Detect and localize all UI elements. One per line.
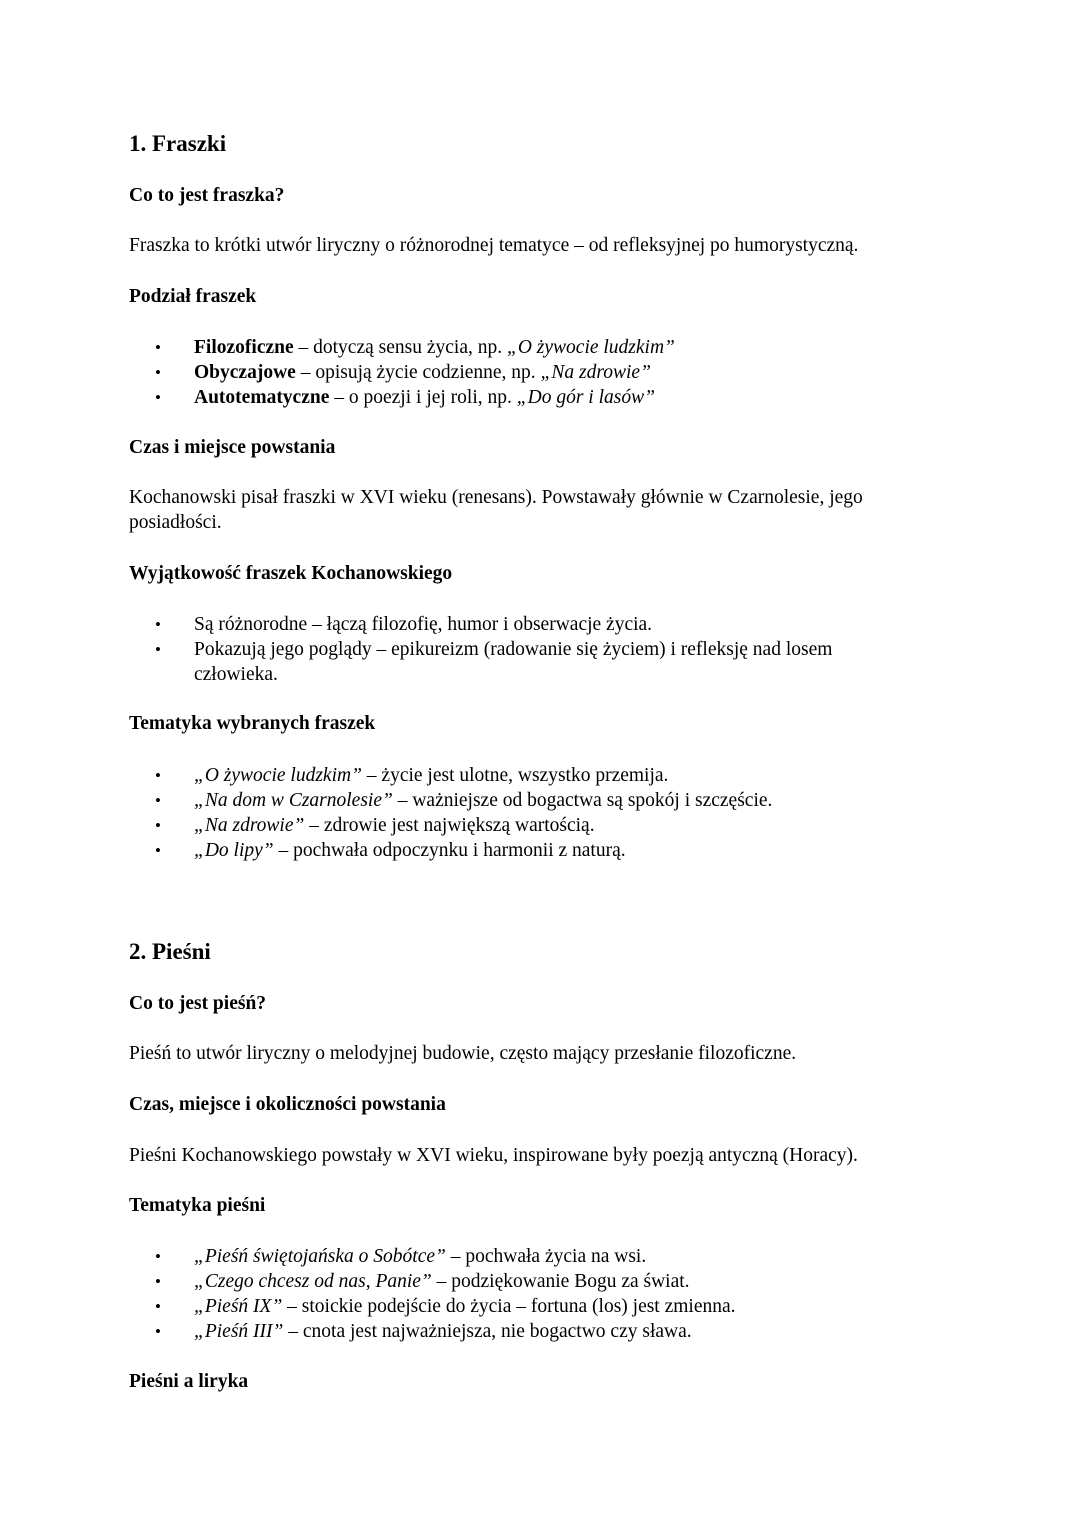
bullet-icon: • — [155, 816, 161, 835]
example-title: „Na zdrowie” — [540, 362, 651, 383]
piesn-definition: Pieśń to utwór liryczny o melodyjnej budowie, często mający przesłanie filozoficzne. — [129, 1043, 797, 1064]
bullet-icon: • — [155, 640, 161, 659]
work-title: „Na dom w Czarnolesie” — [194, 790, 393, 811]
term: Obyczajowe — [194, 362, 296, 383]
list-item — [129, 385, 954, 410]
heading-piesni-themes: Tematyka pieśni — [129, 1195, 266, 1216]
item-text: – ważniejsze od bogactwa są spokój i szczęście. — [392, 790, 773, 811]
bullet-icon: • — [155, 766, 161, 785]
list-item — [129, 838, 954, 863]
fraszka-definition: Fraszka to krótki utwór liryczny o różnorodnej tematyce – od refleksyjnej po humorystyczną. — [129, 235, 859, 256]
item-text: – pochwała życia na wsi. — [445, 1246, 647, 1267]
bullet-icon: • — [155, 1247, 161, 1266]
themes-list — [129, 763, 954, 863]
bullet-icon: • — [155, 363, 161, 382]
heading-division: Podział fraszek — [129, 286, 257, 307]
item-text: – zdrowie jest największą wartością. — [304, 815, 595, 836]
list-item — [129, 1319, 954, 1344]
item-text: – opisują życie codzienne, np. — [295, 362, 541, 383]
example-title: „O żywocie ludzkim” — [506, 337, 675, 358]
list-item — [129, 612, 954, 637]
bullet-icon: • — [155, 841, 161, 860]
item-text: – życie jest ulotne, wszystko przemija. — [361, 765, 669, 786]
item-text: – stoickie podejście do życia – fortuna (los) jest zmienna. — [282, 1296, 736, 1317]
list-item — [129, 1269, 954, 1294]
list-item — [129, 335, 954, 360]
term: Autotematyczne — [194, 387, 330, 408]
bullet-icon: • — [155, 338, 161, 357]
uniqueness-list — [129, 612, 954, 687]
division-list — [129, 335, 954, 410]
example-title: „Do gór i lasów” — [516, 387, 655, 408]
list-item — [129, 813, 954, 838]
item-text: Pokazują jego poglądy – epikureizm (radowanie się życiem) i refleksję nad losem człowieka. — [194, 639, 833, 685]
list-item — [129, 637, 914, 687]
work-title: „Do lipy” — [194, 840, 274, 861]
work-title: „O żywocie ludzkim” — [194, 765, 362, 786]
work-title: „Na zdrowie” — [194, 815, 305, 836]
item-text: – podziękowanie Bogu za świat. — [431, 1271, 690, 1292]
heading-what-is-piesn: Co to jest pieśń? — [129, 993, 267, 1014]
heading-themes: Tematyka wybranych fraszek — [129, 713, 376, 734]
bullet-icon: • — [155, 1272, 161, 1291]
item-text: – o poezji i jej roli, np. — [329, 387, 517, 408]
bullet-icon: • — [155, 615, 161, 634]
bullet-icon: • — [155, 1297, 161, 1316]
section-title-piesni: 2. Pieśni — [129, 939, 211, 964]
piesni-themes-list — [129, 1244, 954, 1344]
term: Filozoficzne — [194, 337, 294, 358]
work-title: „Czego chcesz od nas, Panie” — [194, 1271, 432, 1292]
heading-what-is-fraszka: Co to jest fraszka? — [129, 185, 285, 206]
list-item — [129, 360, 954, 385]
section-title-fraszki: 1. Fraszki — [129, 131, 227, 156]
heading-time-place: Czas i miejsce powstania — [129, 437, 336, 458]
work-title: „Pieśń świętojańska o Sobótce” — [194, 1246, 446, 1267]
bullet-icon: • — [155, 388, 161, 407]
list-item — [129, 1244, 954, 1269]
item-text: Są różnorodne – łączą filozofię, humor i obserwacje życia. — [194, 614, 653, 635]
list-item — [129, 763, 954, 788]
heading-piesni-liryka: Pieśni a liryka — [129, 1371, 249, 1392]
list-item — [129, 788, 954, 813]
item-text: – dotyczą sensu życia, np. — [293, 337, 507, 358]
heading-uniqueness: Wyjątkowość fraszek Kochanowskiego — [129, 563, 453, 584]
item-text: – cnota jest najważniejsza, nie bogactwo czy sława. — [283, 1321, 692, 1342]
time-place-text: Kochanowski pisał fraszki w XVI wieku (renesans). Powstawały głównie w Czarnolesie, jego posiadłości. — [129, 487, 863, 533]
work-title: „Pieśń IX” — [194, 1296, 283, 1317]
circumstances-text: Pieśni Kochanowskiego powstały w XVI wieku, inspirowane były poezją antyczną (Horacy). — [129, 1145, 858, 1166]
work-title: „Pieśń III” — [194, 1321, 284, 1342]
bullet-icon: • — [155, 1322, 161, 1341]
item-text: – pochwała odpoczynku i harmonii z naturą. — [273, 840, 626, 861]
bullet-icon: • — [155, 791, 161, 810]
heading-circumstances: Czas, miejsce i okoliczności powstania — [129, 1094, 446, 1115]
list-item — [129, 1294, 954, 1319]
